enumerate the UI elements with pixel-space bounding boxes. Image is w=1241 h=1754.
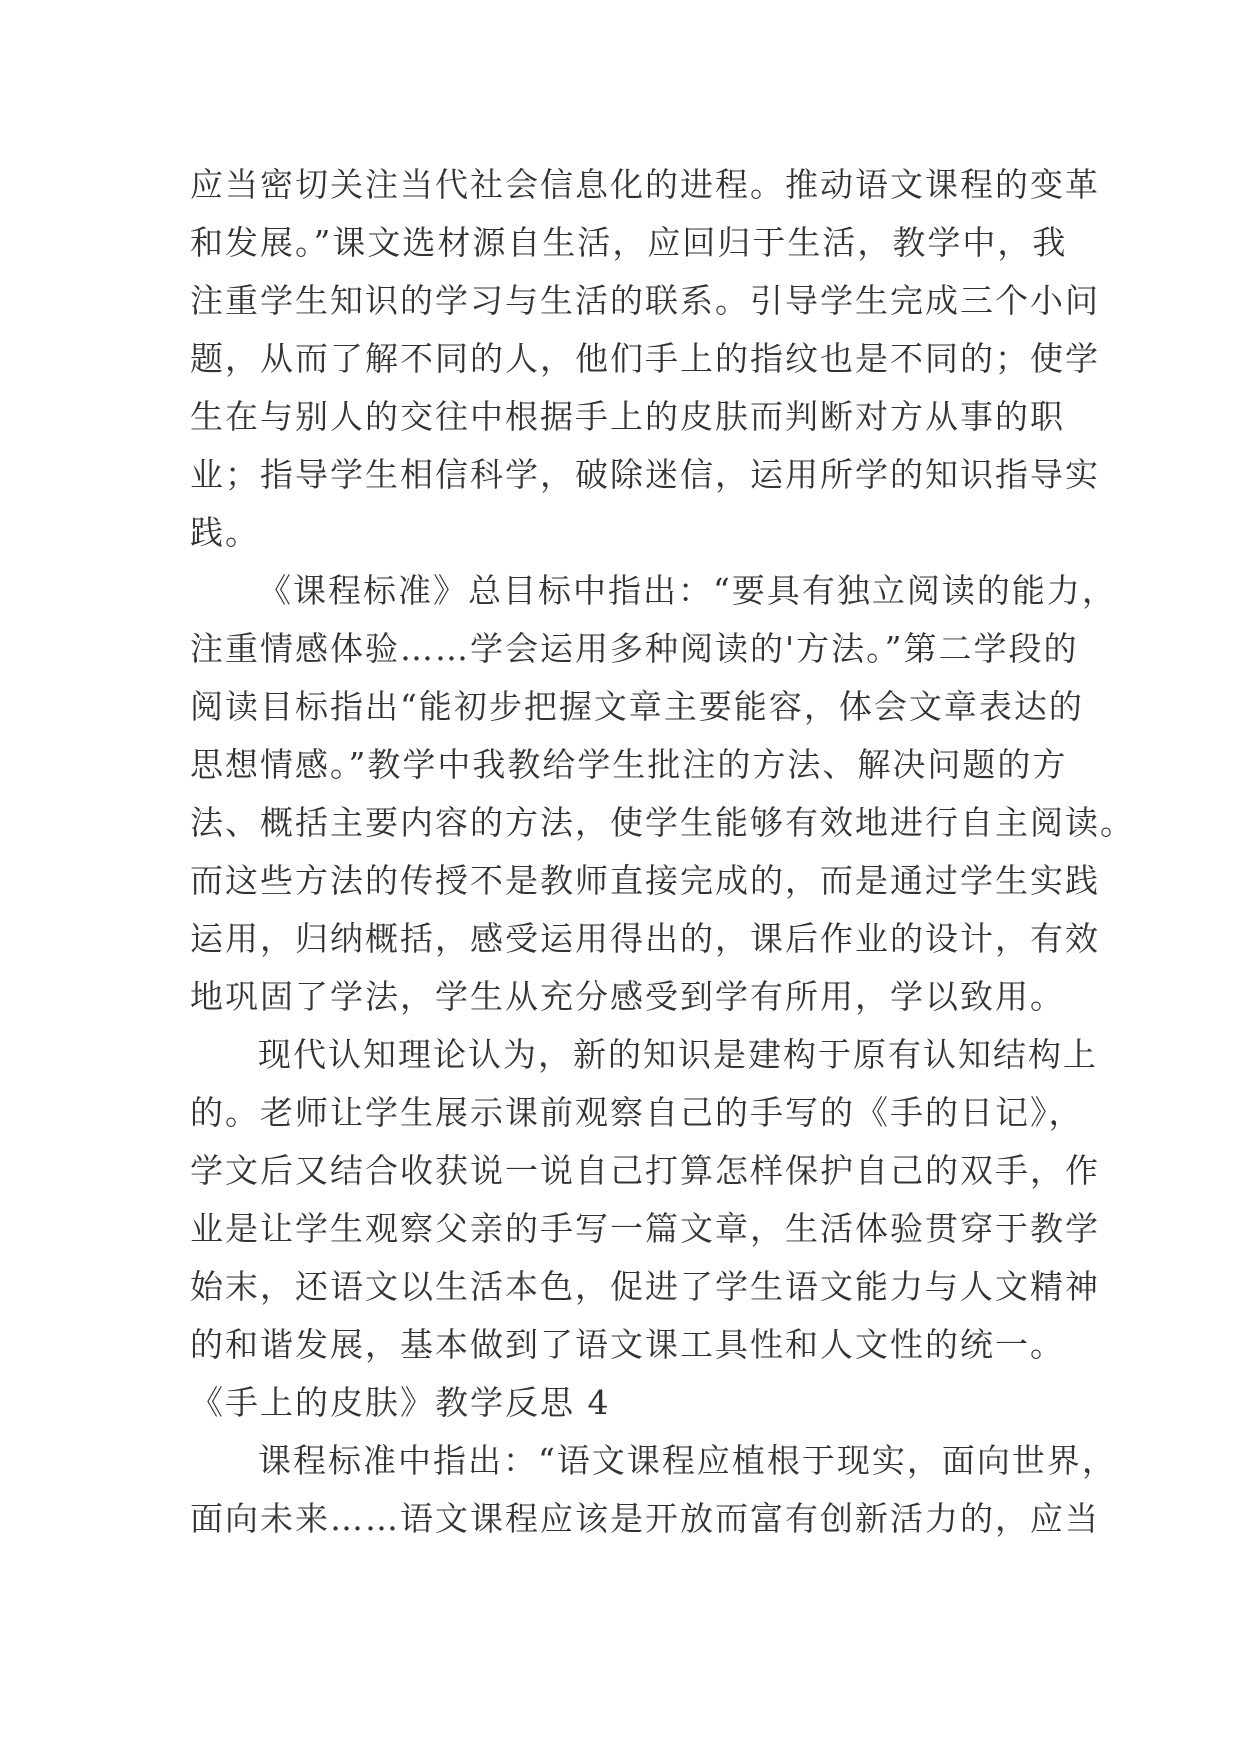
text-line: 注重情感体验……学会运用多种阅读的'方法。”第二学段的	[190, 629, 1079, 668]
text-line: 践。	[190, 513, 260, 552]
section-heading: 《手上的皮肤》教学反思 4	[190, 1383, 611, 1422]
text-line: 题，从而了解不同的人，他们手上的指纹也是不同的；使学	[190, 339, 1100, 378]
paragraph-start-line: 课程标准中指出：“语文课程应植根于现实，面向世界，	[258, 1441, 1117, 1480]
body-text	[190, 156, 1135, 1548]
text-line: 的和谐发展，基本做到了语文课工具性和人文性的统一。	[190, 1325, 1065, 1364]
text-line: 法、概括主要内容的方法，使学生能够有效地进行自主阅读。	[190, 803, 1135, 842]
text-line: 阅读目标指出“能初步把握文章主要能容，体会文章表达的	[190, 687, 1084, 726]
text-line: 注重学生知识的学习与生活的联系。引导学生完成三个小问	[190, 281, 1100, 320]
paragraph-start-line: 现代认知理论认为，新的知识是建构于原有认知结构上	[258, 1035, 1098, 1074]
text-line: 面向未来……语文课程应该是开放而富有创新活力的，应当	[190, 1499, 1100, 1538]
text-line: 和发展。”课文选材源自生活，应回归于生活，教学中，我	[190, 223, 1068, 262]
text-line: 生在与别人的交往中根据手上的皮肤而判断对方从事的职	[190, 397, 1065, 436]
text-line: 始末，还语文以生活本色，促进了学生语文能力与人文精神	[190, 1267, 1100, 1306]
text-line: 业；指导学生相信科学，破除迷信，运用所学的知识指导实	[190, 455, 1100, 494]
text-line: 的。老师让学生展示课前观察自己的手写的《手的日记》，	[190, 1093, 1084, 1132]
paragraph-start-line: 《课程标准》总目标中指出：“要具有独立阅读的能力，	[258, 571, 1117, 610]
text-line: 应当密切关注当代社会信息化的进程。推动语文课程的变革	[190, 165, 1100, 204]
text-line: 业是让学生观察父亲的手写一篇文章，生活体验贯穿于教学	[190, 1209, 1100, 1248]
text-line: 学文后又结合收获说一说自己打算怎样保护自己的双手，作	[190, 1151, 1100, 1190]
text-line: 地巩固了学法，学生从充分感受到学有所用，学以致用。	[190, 977, 1065, 1016]
text-line: 而这些方法的传授不是教师直接完成的，而是通过学生实践	[190, 861, 1100, 900]
text-line: 运用，归纳概括，感受运用得出的，课后作业的设计，有效	[190, 919, 1100, 958]
text-line: 思想情感。”教学中我教给学生批注的方法、解决问题的方	[190, 745, 1068, 784]
